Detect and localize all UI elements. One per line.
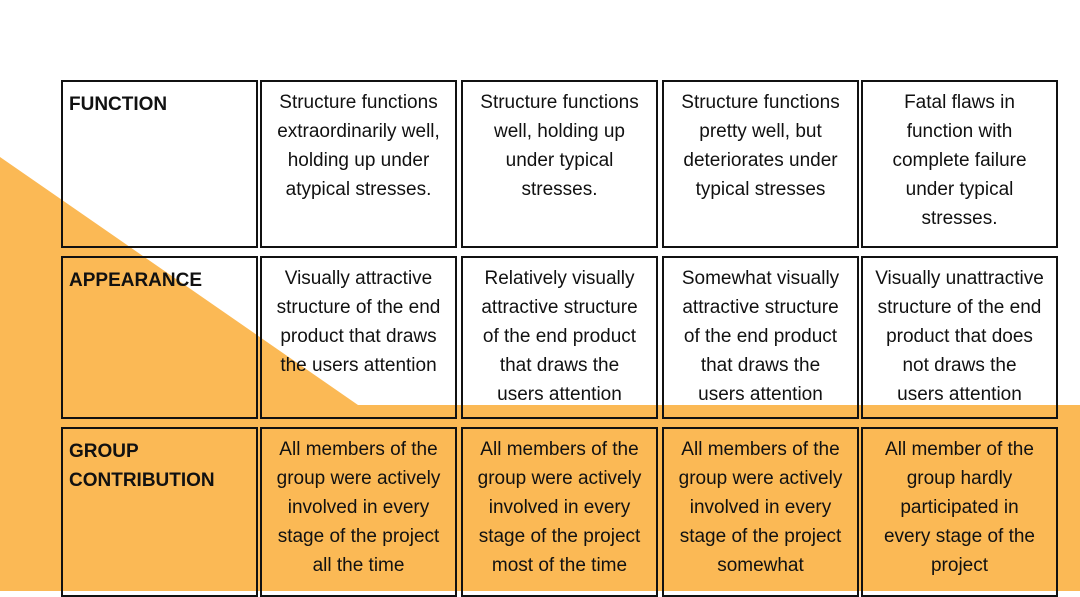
cell-line: product that draws — [280, 326, 437, 347]
cell-line: Relatively visually — [484, 268, 635, 289]
rubric-cell — [861, 256, 1058, 419]
cell-line: the users attention — [280, 355, 437, 376]
cell-line: all the time — [312, 555, 405, 576]
cell-line: somewhat — [717, 555, 804, 576]
cell-line: Structure functions — [480, 92, 639, 113]
cell-line: group hardly — [906, 468, 1013, 489]
cell-line: stage of the project — [277, 526, 440, 547]
cell-line: most of the time — [491, 555, 628, 576]
cell-line: that draws the — [700, 355, 821, 376]
cell-line: Structure functions — [681, 92, 840, 113]
rubric-cell — [861, 80, 1058, 248]
rubric-cell — [260, 256, 457, 419]
cell-line: deteriorates under — [683, 150, 838, 171]
cell-line: participated in — [900, 497, 1019, 518]
cell-line: project — [930, 555, 989, 576]
cell-line: stresses. — [921, 208, 998, 229]
cell-line: involved in every — [488, 497, 631, 518]
cell-line: users attention — [497, 384, 622, 405]
cell-line: stage of the project — [679, 526, 842, 547]
cell-line: well, holding up — [494, 121, 625, 142]
cell-line: group were actively — [678, 468, 843, 489]
cell-line: users attention — [897, 384, 1022, 405]
row-label-text: GROUP — [69, 441, 139, 462]
cell-line: Structure functions — [279, 92, 438, 113]
cell-line: function with — [906, 121, 1013, 142]
cell-line: pretty well, but — [699, 121, 822, 142]
rubric-cell — [461, 427, 658, 597]
rubric-cell — [461, 80, 658, 248]
cell-line: typical stresses — [695, 179, 826, 200]
cell-line: users attention — [698, 384, 823, 405]
cell-line: holding up under — [287, 150, 430, 171]
cell-line: structure of the end — [877, 297, 1042, 318]
cell-line: product that does — [886, 326, 1033, 347]
cell-line: every stage of the — [883, 526, 1036, 547]
row-label-group-contribution — [61, 427, 258, 597]
cell-line: All members of the — [681, 439, 840, 460]
cell-line: Fatal flaws in — [904, 92, 1015, 113]
cell-line: attractive structure — [481, 297, 638, 318]
cell-line: structure of the end — [276, 297, 441, 318]
rubric-cell — [260, 427, 457, 597]
cell-line: extraordinarily well, — [277, 121, 440, 142]
cell-line: under typical — [905, 179, 1014, 200]
rubric-cell — [861, 427, 1058, 597]
row-label-text: APPEARANCE — [69, 270, 203, 291]
cell-line: that draws the — [499, 355, 620, 376]
cell-line: under typical — [505, 150, 614, 171]
cell-line: Visually attractive — [284, 268, 433, 289]
cell-line: Visually unattractive — [875, 268, 1044, 289]
cell-line: Somewhat visually — [681, 268, 840, 289]
cell-line: group were actively — [477, 468, 642, 489]
rubric-cell — [662, 80, 859, 248]
row-label-function — [61, 80, 258, 248]
cell-line: group were actively — [276, 468, 441, 489]
rubric-cell — [260, 80, 457, 248]
cell-line: All members of the — [279, 439, 438, 460]
cell-line: involved in every — [287, 497, 430, 518]
cell-line: of the end product — [683, 326, 838, 347]
cell-line: involved in every — [689, 497, 832, 518]
cell-line: stage of the project — [478, 526, 641, 547]
cell-line: stresses. — [521, 179, 598, 200]
cell-line: of the end product — [482, 326, 637, 347]
cell-line: atypical stresses. — [285, 179, 432, 200]
row-label-text: FUNCTION — [69, 94, 168, 115]
cell-line: attractive structure — [682, 297, 839, 318]
rubric-cell — [662, 256, 859, 419]
cell-line: not draws the — [902, 355, 1017, 376]
rubric-cell — [461, 256, 658, 419]
row-label-appearance — [61, 256, 258, 419]
row-label-text: CONTRIBUTION — [69, 470, 215, 491]
cell-line: complete failure — [892, 150, 1027, 171]
cell-line: All member of the — [885, 439, 1034, 460]
rubric-cell — [662, 427, 859, 597]
cell-line: All members of the — [480, 439, 639, 460]
